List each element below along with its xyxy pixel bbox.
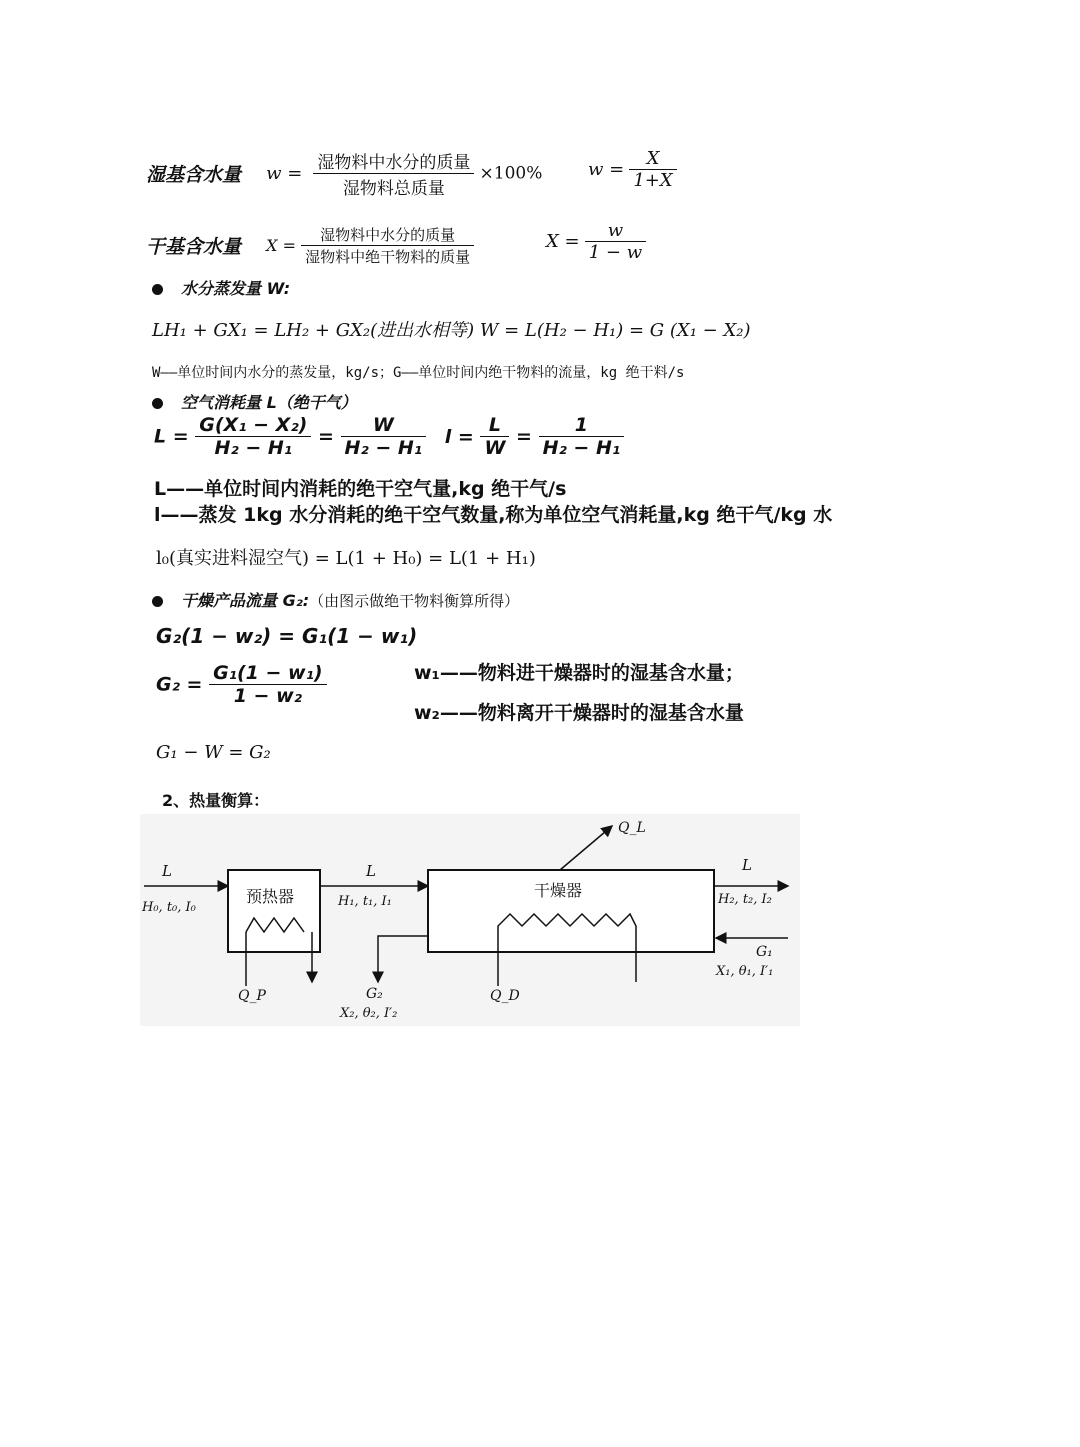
wet-basis-lhs: w = (266, 163, 303, 184)
dry-basis-fraction (301, 224, 474, 267)
product-def-w1: w₁——物料进干燥器时的湿基含水量； (414, 662, 744, 684)
product-heading-note: （由图示做绝干物料衡算所得） (309, 592, 520, 610)
unit-air-frac1: $\frac{L}{W}$ (480, 414, 509, 459)
product-eq2-frac: $\frac{\text{G₁(1 − w₁)}}{\text{1 − w₂}}$ (209, 662, 327, 707)
diagram-out-state: H₂, t₂, I₂ (718, 892, 772, 907)
diagram-G1: G₁ (756, 944, 773, 960)
evaporation-note: W——单位时间内水分的蒸发量，kg/s；G——单位时间内绝干物料的流量，kg 绝干料/s (152, 365, 685, 381)
dry-basis-lhs: X = (266, 236, 296, 255)
diagram-G2-state: X₂, θ₂, I′₂ (340, 1006, 398, 1021)
wet-basis-numerator: 湿物料中水分的质量 (317, 153, 471, 173)
wet-basis-alt (588, 148, 677, 191)
air-def-l: l——蒸发 1kg 水分消耗的绝干空气数量,称为单位空气消耗量,kg 绝干气/kg 水 (154, 504, 833, 526)
wet-basis-alt-lhs: w = (588, 159, 625, 180)
dryer-diagram (140, 814, 800, 1026)
air-eq-lhs: L = (154, 425, 189, 448)
bullet-icon (152, 398, 163, 409)
wet-basis-denominator: 湿物料总质量 (313, 173, 474, 199)
heat-heading: 2、热量衡算： (162, 791, 270, 810)
bullet-icon (152, 284, 163, 295)
air-eq-frac1: $\frac{\text{G(X₁ − X₂)}}{\text{H₂ − H₁}}$ (195, 414, 311, 459)
bullet-icon (152, 596, 163, 607)
diagram-Qp: Q_P (238, 988, 266, 1004)
dry-basis-label: 干基含水量 (146, 236, 242, 258)
diagram-Qd: Q_D (490, 988, 520, 1004)
air-heading: 空气消耗量 L（绝干气） (152, 390, 357, 413)
preheater-box (228, 870, 320, 952)
heat-loss-arrow (560, 826, 612, 870)
diagram-mid-L: L (366, 862, 376, 880)
air-eq-equals: = (317, 425, 334, 448)
unit-air-lhs: l = (444, 425, 474, 448)
product-def-w2: w₂——物料离开干燥器时的湿基含水量 (414, 702, 744, 724)
wet-basis-label: 湿基含水量 (146, 164, 242, 186)
dry-basis-numerator: 湿物料中水分的质量 (320, 226, 456, 244)
dry-basis-alt-den: 1 − w (585, 241, 646, 263)
unit-air-equals: = (516, 425, 532, 448)
unit-air-frac2: $\frac{1}{\text{H₂ − H₁}}$ (539, 414, 625, 459)
wet-basis-alt-den: 1+X (629, 169, 676, 191)
diagram-preheater-label: 预热器 (246, 887, 295, 906)
diagram-dryer-label: 干燥器 (534, 881, 583, 900)
product-eq1: G₂(1 − w₂) = G₁(1 − w₁) (156, 624, 418, 648)
wet-basis-alt-num: X (646, 148, 660, 169)
dry-basis-alt-num: w (607, 220, 624, 241)
product-eq3: G₁ − W = G₂ (156, 742, 271, 763)
air-equation (154, 414, 624, 459)
product-out-arrow (378, 936, 428, 982)
diagram-G2: G₂ (366, 986, 383, 1002)
diagram-in-state: H₀, t₀, I₀ (142, 900, 196, 915)
wet-basis-fraction (313, 148, 474, 199)
wet-basis-alt-fraction (629, 148, 676, 191)
dry-basis-alt-fraction (585, 220, 646, 263)
wet-basis-row (146, 148, 542, 204)
dry-basis-denominator: 湿物料中绝干物料的质量 (301, 245, 474, 267)
diagram-mid-state: H₁, t₁, I₁ (338, 894, 392, 909)
air-eq-frac2: $\frac{W}{\text{H₂ − H₁}}$ (341, 414, 427, 459)
product-heading: 干燥产品流量 G₂:（由图示做绝干物料衡算所得） (152, 588, 519, 611)
dry-basis-alt (546, 220, 646, 263)
real-air-equation: l₀(真实进料湿空气) = L(1 + H₀) = L(1 + H₁) (156, 548, 536, 569)
dry-basis-row (146, 224, 474, 267)
diagram-out-L: L (742, 856, 752, 874)
evaporation-equation: LH₁ + GX₁ = LH₂ + GX₂(进出水相等) W = L(H₂ − H₁) = G (X₁ − X₂) (152, 320, 751, 341)
wet-basis-suffix: ×100% (479, 163, 543, 184)
air-def-L: L——单位时间内消耗的绝干空气量,kg 绝干气/s (154, 478, 567, 500)
product-eq2-lhs: G₂ = (156, 673, 203, 696)
diagram-G1-state: X₁, θ₁, I′₁ (716, 964, 774, 979)
diagram-heat-loss: Q_L (618, 820, 646, 836)
diagram-in-L: L (162, 862, 172, 880)
dry-basis-alt-lhs: X = (546, 231, 580, 252)
evaporation-heading: 水分蒸发量 W: (152, 276, 290, 299)
product-eq2 (156, 662, 327, 707)
